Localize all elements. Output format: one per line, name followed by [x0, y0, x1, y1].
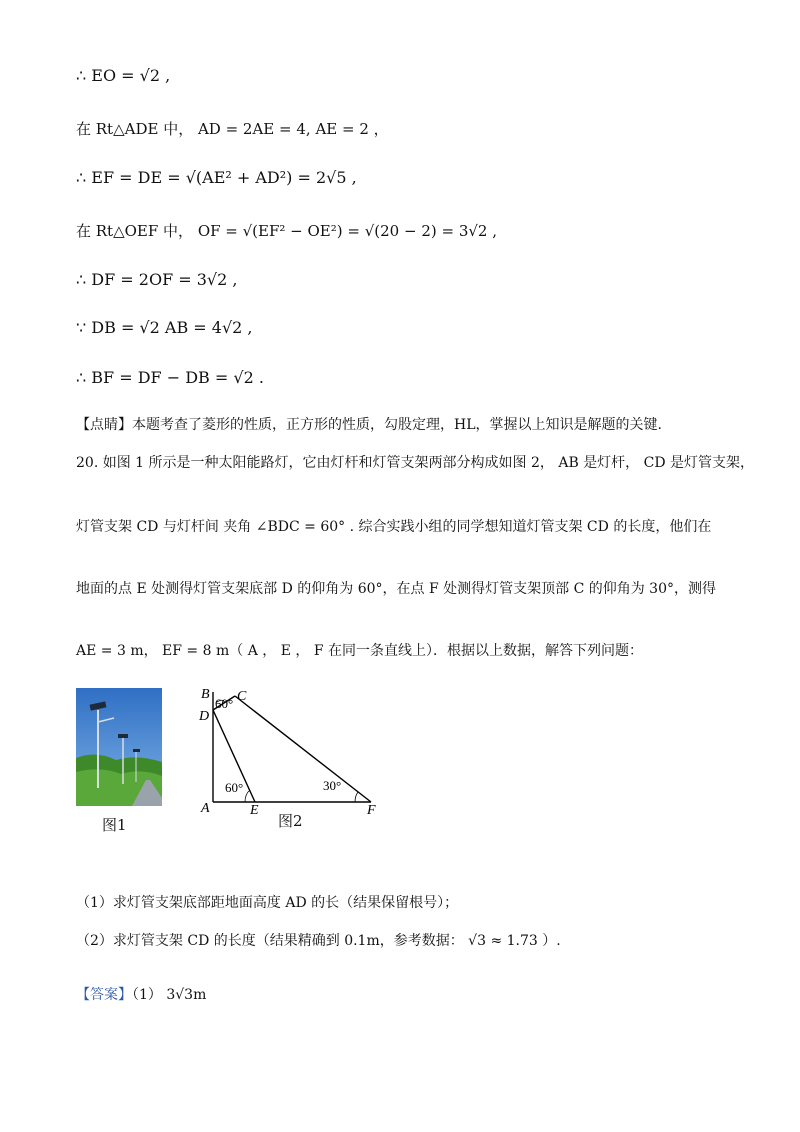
question-2	[76, 930, 561, 950]
answer-text: （1） 3√3m	[132, 987, 207, 1003]
problem20-line-2	[76, 516, 711, 536]
solution-line-1	[76, 66, 170, 85]
solution-line-5	[76, 270, 237, 289]
comment-tag: 【点睛】	[76, 417, 132, 433]
angle-f-arc	[355, 792, 358, 802]
line-cf	[235, 696, 371, 802]
solution-line-7	[76, 368, 264, 387]
problem20-line-4-text: AE = 3 m， EF = 8 m（ A ， E ， F 在同一条直线上）．根据以上数据，解答下列问题：	[76, 643, 643, 659]
problem20-line-1-text: 20. 如图 1 所示是一种太阳能路灯，它由灯杆和灯管支架两部分构成如图 2， AB 是灯杆， CD 是灯管支架，	[76, 455, 755, 471]
solution-line-1-text: ∴ EO = √2 ,	[76, 66, 171, 85]
comment-line	[76, 414, 662, 434]
solution-line-4	[76, 220, 497, 241]
label-a: A	[201, 801, 210, 814]
solution-line-6	[76, 318, 253, 337]
solution-line-2-text: 在 Rt△ADE 中， AD = 2AE = 4, AE = 2 ，	[76, 120, 389, 138]
comment-text: 本题考查了菱形的性质，正方形的性质，勾股定理，HL，掌握以上知识是解题的关键.	[132, 417, 662, 433]
solution-line-7-text: ∴ BF = DF − DB = √2 .	[76, 368, 264, 387]
problem20-line-3-text: 地面的点 E 处测得灯管支架底部 D 的仰角为 60°，在点 F 处测得灯管支架顶部 C 的仰角为 30°，测得	[76, 581, 716, 597]
question-1-text: （1）求灯管支架底部距地面高度 AD 的长（结果保留根号）；	[76, 895, 459, 911]
figure-1-caption: 图1	[102, 816, 127, 834]
label-b: B	[201, 687, 210, 702]
label-angle-e: 60°	[225, 780, 244, 795]
solution-line-3-text: ∴ EF = DE = √(AE² + AD²) = 2√5 ,	[76, 168, 357, 187]
label-e: E	[250, 803, 259, 814]
label-d: D	[199, 709, 210, 724]
answer-line	[76, 984, 206, 1004]
figure-1-photo	[76, 688, 162, 806]
label-c: C	[237, 689, 247, 704]
problem20-line-2-text: 灯管支架 CD 与灯杆间 夹角 ∠BDC = 60° . 综合实践小组的同学想知道灯管支架 CD 的长度，他们在	[76, 519, 712, 535]
solution-line-3	[76, 168, 357, 187]
question-2-text: （2）求灯管支架 CD 的长度（结果精确到 0.1m，参考数据： √3 ≈ 1.73 ）.	[76, 933, 561, 949]
figure-2-caption: 图2	[278, 812, 303, 830]
problem20-line-3	[76, 578, 716, 598]
solution-line-6-text: ∵ DB = √2 AB = 4√2 ,	[76, 318, 253, 337]
answer-tag: 【答案】	[76, 987, 132, 1003]
label-angle-top: 60°	[215, 696, 234, 711]
solution-line-4-text: 在 Rt△OEF 中， OF = √(EF² − OE²) = √(20 − 2) = 3√2 ,	[76, 222, 498, 240]
solution-line-5-text: ∴ DF = 2OF = 3√2 ,	[76, 270, 238, 289]
label-angle-f: 30°	[323, 778, 342, 793]
label-f: F	[367, 803, 376, 814]
problem20-line-4	[76, 640, 643, 660]
figure-2-diagram	[195, 684, 385, 814]
solution-line-2	[76, 118, 389, 139]
question-1	[76, 892, 458, 912]
problem20-line-1	[76, 452, 754, 472]
solar-lamp-photo-icon	[76, 688, 162, 806]
angle-e-arc	[245, 790, 250, 802]
